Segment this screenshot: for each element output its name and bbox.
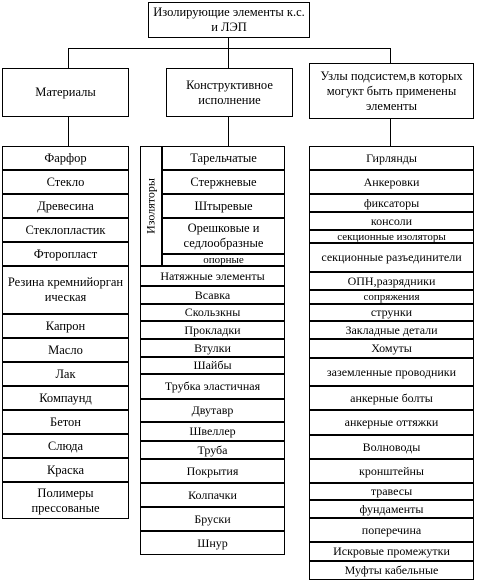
design-item — [140, 531, 285, 555]
node-item-label: анкерные болты — [350, 390, 433, 405]
design-item — [140, 357, 285, 374]
design-item-label: Двутавр — [191, 403, 234, 417]
node-item — [309, 358, 474, 386]
design-item-label: Втулки — [194, 340, 231, 355]
node-item — [309, 483, 474, 500]
material-item-label: Фарфор — [44, 150, 87, 165]
material-item-label: Лак — [55, 366, 76, 381]
material-item-label: Стекло — [46, 174, 85, 189]
design-item — [140, 422, 285, 441]
material-item — [2, 242, 129, 266]
design-item — [140, 321, 285, 339]
node-item-label: секционные разъединители — [321, 250, 462, 264]
node-item-label: Закладные детали — [345, 322, 438, 337]
insulators-group-label — [140, 146, 162, 266]
material-item-label: Стеклопластик — [25, 222, 106, 237]
connector-to-design — [228, 48, 229, 68]
material-item — [2, 362, 129, 386]
design-item-label: Шайбы — [193, 358, 232, 372]
root-node — [148, 2, 310, 38]
node-item-label: Волноводы — [362, 439, 421, 454]
material-item — [2, 458, 129, 482]
design-item — [140, 374, 285, 399]
node-item-label: травесы — [370, 484, 413, 498]
material-item — [2, 170, 129, 194]
design-item-label: Покрытия — [186, 463, 239, 478]
insulator-type-label: Штыревые — [194, 198, 253, 213]
material-item-label: Фторопласт — [33, 246, 98, 261]
material-item — [2, 434, 129, 458]
insulator-type-item — [162, 218, 285, 254]
material-item — [2, 218, 129, 242]
connector-design-list — [228, 117, 229, 146]
node-item — [309, 459, 474, 483]
design-header-label: Конструктивное исполнение — [186, 77, 273, 107]
node-item-label: Хомуты — [371, 341, 412, 355]
design-item-label: Колпачки — [188, 487, 237, 502]
node-item — [309, 146, 474, 170]
root-label: Изолирующие элементы к.с. и ЛЭП — [153, 5, 305, 34]
design-item — [140, 304, 285, 321]
material-item-label: Капрон — [45, 318, 86, 333]
design-item — [140, 507, 285, 531]
material-item — [2, 338, 129, 362]
node-item-label: сопряжения — [363, 291, 420, 303]
insulator-type-label: Стержневые — [190, 174, 257, 189]
design-item-label: Скользкны — [184, 305, 241, 319]
node-item — [309, 518, 474, 542]
node-item — [309, 230, 474, 243]
node-item — [309, 304, 474, 321]
node-item-label: Муфты кабельные — [344, 563, 439, 577]
node-item-label: секционные изоляторы — [337, 230, 446, 243]
design-item-label: Бруски — [194, 511, 231, 526]
node-item — [309, 561, 474, 580]
insulator-type-item — [162, 146, 285, 170]
material-item-label: Краска — [46, 462, 85, 477]
connector-root-down — [228, 38, 229, 48]
material-item — [2, 482, 129, 519]
node-item-label: Анкеровки — [363, 174, 420, 189]
design-item — [140, 339, 285, 357]
design-item-label: Всавка — [194, 287, 231, 302]
material-item — [2, 266, 129, 314]
node-item — [309, 542, 474, 561]
connector-nodes-list — [390, 119, 391, 146]
connector-horizontal — [68, 48, 390, 49]
nodes-header — [309, 63, 474, 119]
design-item — [140, 399, 285, 422]
insulator-type-item — [162, 194, 285, 218]
node-item — [309, 194, 474, 212]
material-item-label: Древесина — [37, 198, 94, 213]
design-item — [140, 441, 285, 459]
design-item-label: Шнур — [197, 535, 228, 550]
insulator-type-label: Орешковые и седлообразные — [183, 221, 264, 250]
node-item — [309, 212, 474, 230]
material-item-label: Слюда — [47, 438, 84, 453]
insulator-type-label: опорные — [203, 254, 244, 266]
material-item — [2, 314, 129, 338]
material-item-label: Компаунд — [39, 390, 92, 405]
design-item-label: Натяжные элементы — [160, 268, 265, 283]
node-item — [309, 435, 474, 459]
materials-header — [2, 68, 129, 117]
connector-to-materials — [68, 48, 69, 68]
insulator-type-item — [162, 254, 285, 266]
material-item-label: Бетон — [50, 414, 81, 429]
insulators-label-text: Изоляторы — [143, 178, 158, 234]
node-item — [309, 170, 474, 194]
material-item-label: Полимеры прессованые — [31, 485, 100, 515]
design-item-label: Трубка эластичная — [164, 379, 261, 393]
materials-header-label: Материалы — [35, 85, 96, 99]
node-item — [309, 386, 474, 410]
node-item-label: Искровые промежутки — [333, 544, 450, 558]
design-item — [140, 286, 285, 304]
node-item — [309, 272, 474, 290]
insulator-type-item — [162, 170, 285, 194]
node-item-label: анкерные оттяжки — [344, 415, 439, 429]
design-item-label: Швеллер — [189, 424, 236, 438]
material-item — [2, 410, 129, 434]
connector-materials-list — [68, 117, 69, 146]
node-item-label: поперечина — [361, 522, 422, 537]
design-item-label: Труба — [197, 442, 228, 457]
material-item-label: Резина кремнийорганическая — [7, 275, 124, 304]
node-item — [309, 500, 474, 518]
design-header — [166, 68, 293, 117]
node-item-label: ОПН,разрядники — [347, 273, 436, 288]
node-item — [309, 290, 474, 304]
node-item-label: кронштейны — [359, 463, 424, 478]
material-item — [2, 194, 129, 218]
node-item-label: фиксаторы — [363, 195, 420, 210]
insulator-type-label: Тарельчатые — [190, 150, 257, 165]
node-item — [309, 410, 474, 435]
material-item — [2, 386, 129, 410]
node-item-label: консоли — [370, 213, 413, 228]
design-item-label: Прокладки — [184, 322, 241, 337]
node-item — [309, 321, 474, 339]
node-item — [309, 339, 474, 358]
design-item — [140, 459, 285, 483]
nodes-header-label: Узлы подсистем,в которых могукт быть применены элементы — [320, 68, 463, 113]
node-item-label: фундаменты — [359, 501, 424, 516]
material-item — [2, 146, 129, 170]
node-item — [309, 243, 474, 272]
material-item-label: Масло — [48, 342, 83, 357]
node-item-label: заземленные проводники — [326, 364, 457, 379]
design-item — [140, 266, 285, 286]
node-item-label: Гирлянды — [366, 150, 417, 165]
design-item — [140, 483, 285, 507]
node-item-label: струнки — [370, 305, 413, 319]
connector-to-nodes — [390, 48, 391, 63]
